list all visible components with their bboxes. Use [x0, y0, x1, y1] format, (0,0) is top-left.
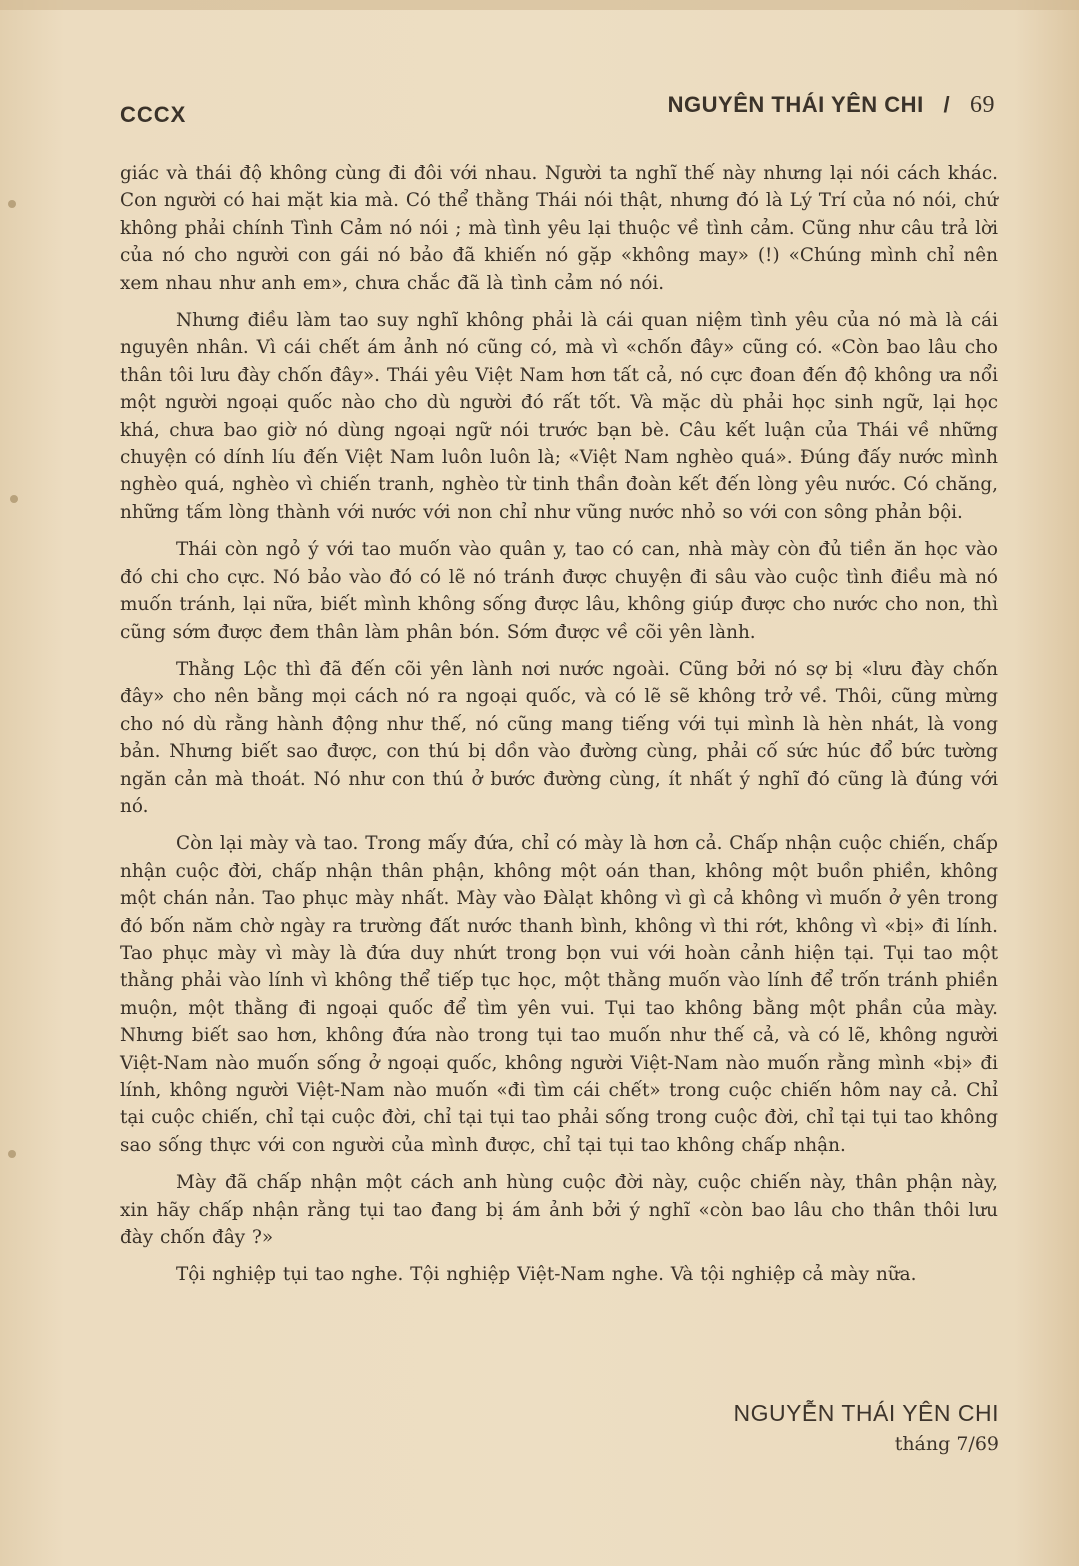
author-running-title: NGUYÊN THÁI YÊN CHI: [667, 92, 924, 117]
paper-edge: [0, 0, 1079, 10]
section-code: CCCX: [120, 102, 187, 127]
margin-spot: [8, 200, 16, 208]
author-signature: NGUYỄN THÁI YÊN CHI: [733, 1400, 999, 1426]
signature-date: tháng 7/69: [894, 1433, 999, 1455]
header-right: [668, 92, 995, 119]
paragraph: Còn lại mày và tao. Trong mấy đứa, chỉ có mày là hơn cả. Chấp nhận cuộc chiến, chấp nhận cuộc đời, chấp nhận thân phận, không một oán than, không một buồn phiền, không một chán nản. Tao phục mày nhất. Mày vào Đàlạt không vì gì cả không vì muốn ở yên trong đó bốn năm chờ ngày ra trường đất nước thanh bình, không vì thi rớt, không vì «bị» đi lính. Tao phục mày vì mày là đứa duy nhứt trong bọn vui với hoàn cảnh hiện tại. Tụi tao một thằng phải vào lính vì không thể tiếp tục học, một thằng muốn vào lính để trốn tránh phiền muộn, một thằng đi ngoại quốc để tìm yên vui. Tụi tao không bằng một phần của mày. Nhưng biết sao hơn, không đứa nào trong tụi tao muốn như thế cả, và có lẽ, không người Việt-Nam nào muốn sống ở ngoại quốc, không người Việt-Nam nào muốn rằng mình «bị» đi lính, không người Việt-Nam nào muốn «đi tìm cái chết» trong cuộc chiến hôm nay cả. Chỉ tại cuộc chiến, chỉ tại cuộc đời, chỉ tại tụi tao phải sống trong cuộc đời, chỉ tại tụi tao không sao sống thực với con người của mình được, chỉ tại tụi tao không chấp nhận.: [120, 833, 998, 1156]
signature-block: [733, 1400, 999, 1455]
margin-spot: [8, 1150, 16, 1158]
header-separator: /: [943, 92, 951, 117]
paragraph: Thằng Lộc thì đã đến cõi yên lành nơi nước ngoài. Cũng bởi nó sợ bị «lưu đày chốn đây» cho nên bằng mọi cách nó ra ngoại quốc, và có lẽ sẽ không trở về. Thôi, cũng mừng cho nó dù rằng hành động như thế, nó cũng mang tiếng với tụi mình là hèn nhát, là vong bản. Nhưng biết sao được, con thú bị dồn vào đường cùng, phải cố sức húc đổ bức tường ngăn cản mà thoát. Nó như con thú ở bước đường cùng, ít nhất ý nghĩ đó cũng là đúng với nó.: [120, 658, 998, 817]
paragraph: Tội nghiệp tụi tao nghe. Tội nghiệp Việt-Nam nghe. Và tội nghiệp cả mày nữa.: [176, 1264, 917, 1286]
article-body: [120, 160, 998, 1299]
running-header: [120, 92, 995, 132]
paragraph: Nhưng điều làm tao suy nghĩ không phải là cái quan niệm tình yêu của nó mà là cái nguyên nhân. Vì cái chết ám ảnh nó cũng có, mà vì «chốn đây» cũng có. «Còn bao lâu cho thân tôi lưu đày chốn đây». Thái yêu Việt Nam hơn tất cả, nó cực đoan đến độ không ưa nổi một người ngoại quốc nào cho dù người đó rất tốt. Và mặc dù phải học sinh ngữ, lại học khá, chưa bao giờ nó dùng ngoại ngữ nói trước bạn bè. Câu kết luận của Thái về những chuyện có dính líu đến Việt Nam luôn luôn là; «Việt Nam nghèo quá». Đúng đấy nước mình nghèo quá, nghèo vì chiến tranh, nghèo từ tinh thần đoàn kết đến lòng yêu nước. Có chăng, những tấm lòng thành với nước với non chỉ như vũng nước nhỏ so với con sông phản bội.: [120, 310, 998, 523]
page-number: 69: [970, 92, 995, 118]
paragraph: Mày đã chấp nhận một cách anh hùng cuộc đời này, cuộc chiến này, thân phận này, xin hãy chấp nhận rằng tụi tao đang bị ám ảnh bởi ý nghĩ «còn bao lâu cho thân thôi lưu đày chốn đây ?»: [120, 1172, 998, 1249]
margin-spot: [10, 495, 18, 503]
paragraph: Thái còn ngỏ ý với tao muốn vào quân y, tao có can, nhà mày còn đủ tiền ăn học vào đó chi cho cực. Nó bảo vào đó có lẽ nó tránh được chuyện đi sâu vào cuộc tình điều mà nó muốn tránh, lại nữa, biết mình không sống được lâu, không giúp được cho nước cho non, thì cũng sớm được đem thân làm phân bón. Sớm được về cõi yên lành.: [120, 539, 998, 643]
paragraph: giác và thái độ không cùng đi đôi với nhau. Người ta nghĩ thế này nhưng lại nói cách khác. Con người có hai mặt kia mà. Có thể thằng Thái nói thật, nhưng đó là Lý Trí của nó nói, chứ không phải chính Tình Cảm nó nói ; mà tình yêu lại thuộc về tình cảm. Cũng như câu trả lời của nó cho người con gái nó bảo đã khiến nó gặp «không may» (!) «Chúng mình chỉ nên xem nhau như anh em», chưa chắc đã là tình cảm nó nói.: [120, 163, 998, 294]
